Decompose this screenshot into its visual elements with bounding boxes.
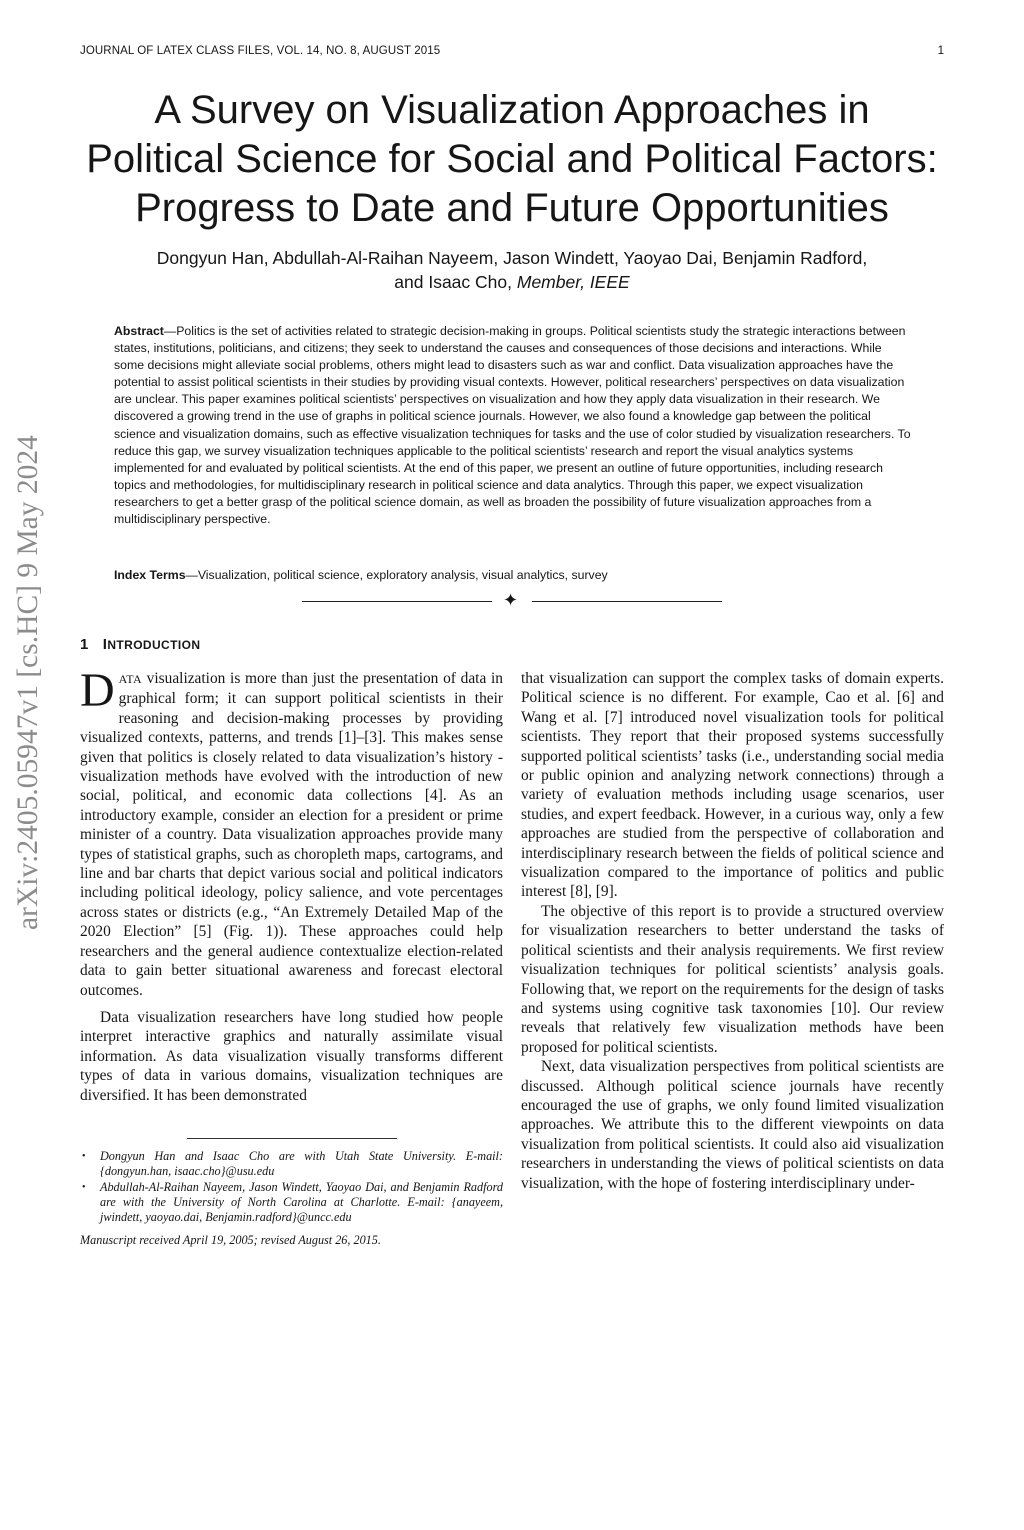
section-title-rest: NTRODUCTION <box>107 638 201 652</box>
footnote-text: Abdullah-Al-Raihan Nayeem, Jason Windett, Yaoyao Dai, and Benjamin Radford are with the University of North Carolina at Charlotte. E-mail: {anayeem, jwindett, yaoyao.dai, Benjamin.radford}@uncc.edu <box>100 1180 503 1224</box>
index-terms-text: —Visualization, political science, exploratory analysis, visual analytics, survey <box>185 568 608 582</box>
paragraph: that visualization can support the complex tasks of domain experts. Political science is no different. For example, Cao et al. [6] and Wang et al. [7] introduced novel visualization tools for political scientists. They report that their proposed systems successfully supported political scientists’ tasks (i.e., understanding social media or public opinion and analyzing network connections) through a variety of evaluation methods including usage scenarios, user studies, and expert feedback. However, in a curious way, only a few approaches are studied from the perspective of collaboration and interdisciplinary research between the fields of political science and visualization compared to the importance of politics and public interest [8], [9]. <box>521 670 944 901</box>
abstract <box>114 323 912 528</box>
bullet-icon: • <box>82 1182 86 1193</box>
abstract-label: Abstract <box>114 324 164 338</box>
smallcaps-lead: ATA <box>118 672 142 686</box>
separator-line-right <box>532 601 722 602</box>
arxiv-stamp-container <box>12 435 52 1530</box>
authors-line-2: and Isaac Cho, <box>394 272 512 292</box>
paragraph-text: visualization is more than just the presentation of data in graphical form; it can support political scientists in their reasoning and decision-making processes by providing visualized contexts, patterns, and trends [1]–[3]. This makes sense given that politics is closely related to data visualization’s history - visualization methods have evolved with the introduction of new social, political, and economic data collections [4]. As an introductory example, consider an election for a president or prime minister of a country. Data visualization approaches provide many types of statistical graphs, such as choropleth maps, cartograms, and line and bar charts that depict various social and political indicators including political ideology, policy salience, and vote percentages across states or districts (e.g., “An Extremely Detailed Map of the 2020 Election” [5] (Fig. 1)). These approaches could help researchers and the general audience contextualize election-related data to gain better situational awareness and forecast electoral outcomes. <box>80 670 503 999</box>
index-terms-label: Index Terms <box>114 568 186 582</box>
authors-line-1: Dongyun Han, Abdullah-Al-Raihan Nayeem, Jason Windett, Yaoyao Dai, Benjamin Radford, <box>156 248 868 268</box>
paragraph: Data visualization researchers have long studied how people interpret interactive graphics and naturally assimilate visual information. As data visualization visually transforms different types of data in various domains, visualization techniques are diversified. It has been demonstrated <box>80 1008 503 1104</box>
paper-title <box>60 86 964 233</box>
footnotes <box>80 1149 503 1226</box>
author-membership: Member, IEEE <box>516 272 630 292</box>
paragraph <box>80 664 503 1000</box>
title-line-3: Progress to Date and Future Opportunities <box>135 186 889 230</box>
right-column <box>521 669 944 1193</box>
separator-line-left <box>302 601 492 602</box>
footnote-item <box>80 1149 503 1179</box>
title-line-1: A Survey on Visualization Approaches in <box>154 88 870 132</box>
separator-diamond-icon: ✦ <box>503 590 519 610</box>
manuscript-note: Manuscript received April 19, 2005; revised August 26, 2015. <box>80 1233 381 1247</box>
section-heading <box>80 636 200 653</box>
drop-cap: D <box>80 664 115 717</box>
page-number: 1 <box>937 45 944 57</box>
bullet-icon: • <box>82 1151 86 1162</box>
paragraph: The objective of this report is to provide a structured overview for visualization researchers to better understand the tasks of political scientists and their analysis requirements. We first review visualization techniques for political scientists’ analysis goals. Following that, we report on the requirements for the design of tasks and systems using cognitive task taxonomies [10]. Our review reveals that relatively few visualization methods have been proposed for political scientists. <box>521 902 944 1056</box>
index-terms <box>114 567 912 584</box>
section-initial: I <box>102 636 108 653</box>
paragraph: Next, data visualization perspectives from political scientists are discussed. Although political science journals have recently encouraged the use of graphs, we only found limited visualization approaches. We attribute this to the different viewpoints on data visualization from political scientists. It could also aid visualization researchers in understanding the views of political scientists on data visualization, with the hope of fostering interdisciplinary under- <box>521 1058 944 1192</box>
footnote-rule <box>187 1138 397 1139</box>
arxiv-stamp: arXiv:2405.05947v1 [cs.HC] 9 May 2024 <box>12 435 44 930</box>
title-line-2: Political Science for Social and Political Factors: <box>86 137 938 181</box>
author-list <box>60 246 964 294</box>
footnote-item <box>80 1180 503 1225</box>
abstract-text: —Politics is the set of activities related to strategic decision-making in groups. Political scientists study the strategic interactions between states, institutions, politicians, and citizens; they seek to understand the causes and consequences of those decisions and interactions. While some decisions might alleviate social problems, others might lead to disasters such as war and conflict. Data visualization approaches have the potential to assist political scientists in their studies by providing visual contexts. However, political researchers’ perspectives on data visualization are unclear. This paper examines political scientists’ perspectives on visualization and how they apply data visualization in their research. We discovered a growing trend in the use of graphs in political science journals. However, we also found a knowledge gap between the political science and visualization domains, such as effective visualization techniques for tasks and the use of color studied by visualization researchers. To reduce this gap, we survey visualization techniques applicable to the political scientists’ research and report the visual analytics systems implemented for and evaluated by political scientists. At the end of this paper, we present an outline of future opportunities, including research topics and methodologies, for multidisciplinary research in political science and data analytics. Through this paper, we expect visualization researchers to get a better grasp of the political science domain, as well as broaden the possibility of future visualization approaches from a multidisciplinary perspective. <box>114 324 911 527</box>
footnote-text: Dongyun Han and Isaac Cho are with Utah State University. E-mail: {dongyun.han, isaac.cho}@usu.edu <box>100 1149 503 1178</box>
left-column <box>80 664 503 1105</box>
running-header: JOURNAL OF LATEX CLASS FILES, VOL. 14, NO. 8, AUGUST 2015 <box>80 45 441 57</box>
section-number: 1 <box>80 636 89 653</box>
